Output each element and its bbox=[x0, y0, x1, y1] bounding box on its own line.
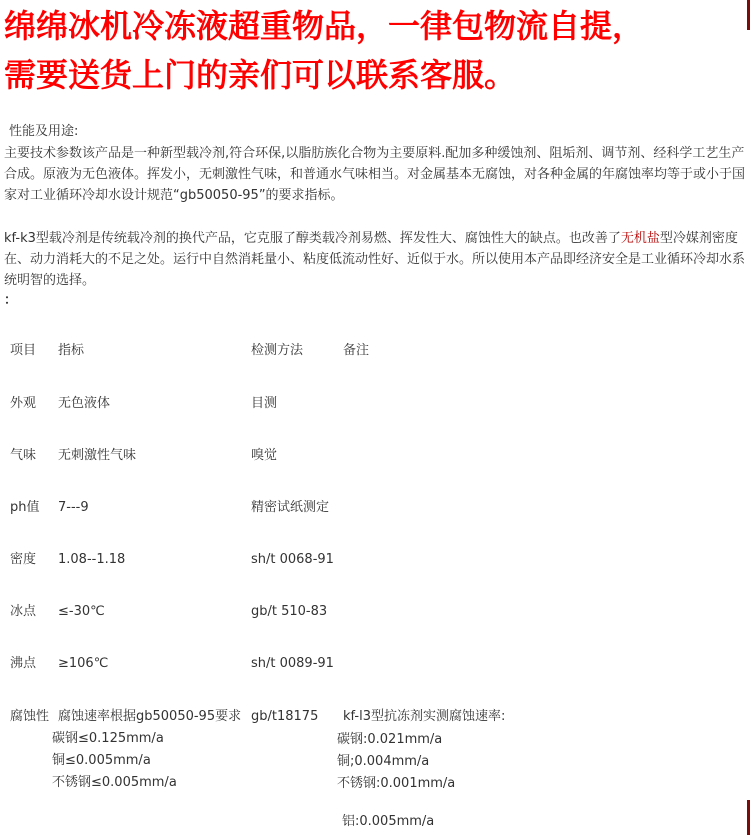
para2-text-b: 型冷媒剂密度在、动力消耗大的不足之处。运行中自然消耗量小、粘度低流动性好、近似于水。所以使用本产品即经济安全是工业循环冷却水系统明智的选择。 bbox=[4, 231, 746, 288]
intro-heading: 性能及用途: bbox=[9, 124, 79, 139]
row-item: 冰点 bbox=[10, 604, 37, 619]
spec-line-stainless: 不锈钢≤0.005mm/a bbox=[52, 775, 177, 790]
row-value: ≥106℃ bbox=[58, 656, 109, 671]
corrosion-method: gb/t18175 bbox=[251, 709, 319, 724]
measured-line-stainless: 不锈钢:0.001mm/a bbox=[337, 776, 456, 791]
col-header-item: 项目 bbox=[10, 343, 37, 358]
row-value: 7---9 bbox=[58, 500, 89, 515]
row-value: 无色液体 bbox=[58, 396, 111, 411]
row-item: 密度 bbox=[10, 552, 37, 567]
row-method: sh/t 0089-91 bbox=[251, 656, 334, 671]
row-item: ph值 bbox=[10, 500, 40, 515]
row-method: 嗅觉 bbox=[251, 448, 278, 463]
col-header-note: 备注 bbox=[343, 343, 370, 358]
intro-paragraph-2 bbox=[4, 228, 746, 291]
row-value: 无刺激性气味 bbox=[58, 448, 137, 463]
row-item: 气味 bbox=[10, 448, 37, 463]
row-method: gb/t 510-83 bbox=[251, 604, 328, 619]
banner-line-1: 绵绵冰机冷冻液超重物品，一律包物流自提， bbox=[4, 7, 645, 45]
measured-line-copper: 铜;0.004mm/a bbox=[337, 754, 430, 769]
spec-line-copper: 铜≤0.005mm/a bbox=[52, 753, 151, 768]
intro-colon: ： bbox=[4, 293, 18, 308]
para2-highlight: 无机盐 bbox=[620, 231, 660, 246]
corrosion-value: 腐蚀速率根据gb50050-95要求 bbox=[58, 709, 242, 724]
para2-text-a: kf-k3型载冷剂是传统载冷剂的换代产品，它克服了醇类载冷剂易燃、挥发性大、腐蚀性大的缺点。也改善了 bbox=[4, 231, 621, 246]
row-value: 1.08--1.18 bbox=[58, 552, 126, 567]
row-method: 目测 bbox=[251, 396, 278, 411]
row-value: ≤-30℃ bbox=[58, 604, 105, 619]
corrosion-note: kf-l3型抗冻剂实测腐蚀速率: bbox=[343, 709, 506, 724]
row-item: 沸点 bbox=[10, 656, 37, 671]
spec-line-carbon-steel: 碳钢≤0.125mm/a bbox=[52, 731, 164, 746]
measured-line-aluminum: 铝:0.005mm/a bbox=[342, 814, 435, 829]
measured-line-carbon-steel: 碳钢:0.021mm/a bbox=[337, 732, 443, 747]
col-header-method: 检测方法 bbox=[251, 343, 304, 358]
banner-line-2: 需要送货上门的亲们可以联系客服。 bbox=[4, 56, 517, 94]
intro-paragraph-1: 主要技术参数该产品是一种新型载冷剂,符合环保,以脂肪族化合物为主要原料.配加多种缓蚀剂、阻垢剂、调节剂、经科学工艺生产合成。原液为无色液体。挥发小，无刺激性气味，和普通水气味相当。对金属基本无腐蚀，对各种金属的年腐蚀率均等于或小于国家对工业循环冷却水设计规范“gb50050-95”的要求指标。 bbox=[4, 146, 746, 203]
row-method: 精密试纸测定 bbox=[251, 500, 330, 515]
row-method: sh/t 0068-91 bbox=[251, 552, 334, 567]
col-header-spec: 指标 bbox=[58, 343, 85, 358]
corrosion-item: 腐蚀性 bbox=[10, 709, 50, 724]
row-item: 外观 bbox=[10, 396, 37, 411]
